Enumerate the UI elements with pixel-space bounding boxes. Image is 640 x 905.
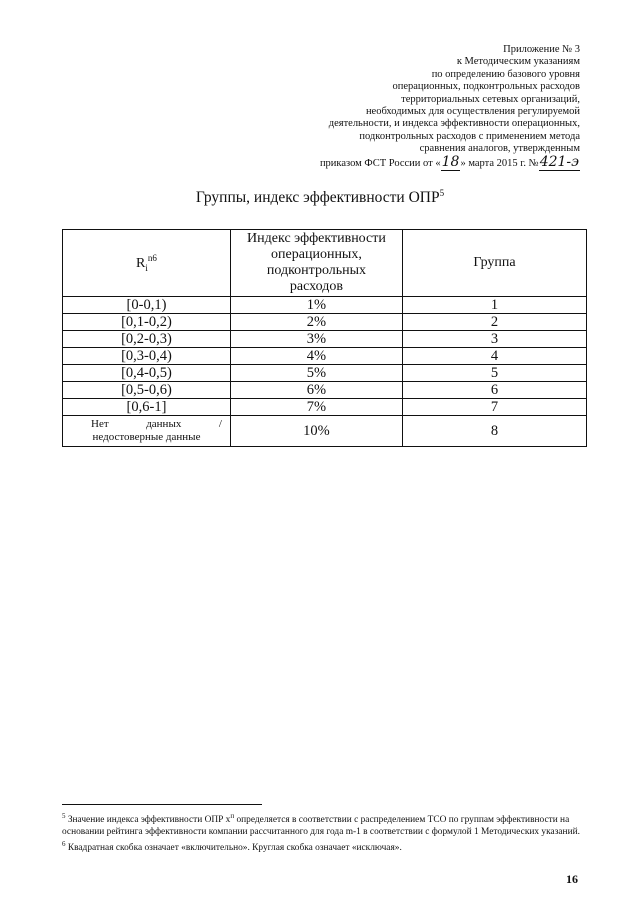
- range-cell: [0,1-0,2): [63, 314, 231, 331]
- page-title: [0, 188, 640, 207]
- table-row: [63, 399, 587, 416]
- footnotes: [62, 810, 587, 854]
- ratio-symbol: $R_i^{n6}$: [136, 253, 157, 273]
- index-cell: 1%: [230, 297, 402, 314]
- footnote-divider: [62, 804, 262, 805]
- group-cell: 8: [402, 416, 586, 447]
- index-cell: 5%: [230, 365, 402, 382]
- table-row: [63, 348, 587, 365]
- header-index-line: расходов: [289, 279, 343, 294]
- header-cell-index: [230, 230, 402, 297]
- page-number: 16: [566, 872, 578, 886]
- group-cell: 5: [402, 365, 586, 382]
- header-line: территориальных сетевых организаций,: [401, 93, 580, 105]
- header-index-line: операционных,: [271, 247, 362, 262]
- group-cell: 6: [402, 382, 586, 399]
- table-header-row: [63, 230, 587, 297]
- index-cell: 2%: [230, 314, 402, 331]
- title-text: Группы, индекс эффективности ОПР: [195, 189, 440, 207]
- no-data-word: Нет: [91, 418, 109, 430]
- footnote-6: $^6$ Квадратная скобка означает «включительно». Круглая скобка означает «исключая».: [62, 840, 402, 854]
- appendix-header: [240, 44, 580, 170]
- order-line: [240, 153, 580, 170]
- header-line: деятельности, и индекса эффективности операционных,: [328, 118, 580, 130]
- table-row: [63, 297, 587, 314]
- no-data-word: данных: [146, 418, 182, 430]
- index-cell: 6%: [230, 382, 402, 399]
- index-cell: 4%: [230, 348, 402, 365]
- header-index-line: Индекс эффективности: [247, 231, 386, 246]
- order-number: 421-э: [539, 153, 579, 170]
- range-cell: [0,6-1]: [63, 399, 231, 416]
- range-cell: [0,2-0,3): [63, 331, 231, 348]
- header-line: к Методическим указаниям: [456, 56, 580, 68]
- range-cell: [0,3-0,4): [63, 348, 231, 365]
- header-line: сравнения аналогов, утвержденным: [419, 143, 580, 155]
- index-cell: 3%: [230, 331, 402, 348]
- table-row: [63, 365, 587, 382]
- table-row-no-data: [63, 416, 587, 447]
- header-line: операционных, подконтрольных расходов: [392, 81, 580, 93]
- range-cell: [0-0,1): [63, 297, 231, 314]
- header-line: необходимых для осуществления регулируемой: [365, 106, 580, 118]
- order-day: 18: [441, 153, 460, 170]
- header-cell-ratio: [63, 230, 231, 297]
- no-data-line2: недостоверные данные: [92, 431, 201, 443]
- header-group-label: Группа: [473, 255, 516, 270]
- header-line: по определению базового уровня: [431, 68, 580, 80]
- range-cell: [0,4-0,5): [63, 365, 231, 382]
- index-cell: 7%: [230, 399, 402, 416]
- title-footnote-mark: 5: [439, 188, 445, 198]
- range-cell-no-data: [63, 416, 231, 447]
- group-cell: 4: [402, 348, 586, 365]
- group-cell: 2: [402, 314, 586, 331]
- range-cell: [0,5-0,6): [63, 382, 231, 399]
- footnote-5: $^5$ Значение индекса эффективности ОПР $x^п$ определяется в соответствии с распределением ТСО по группам эффективности на основании рейтинга эффективности компании рассчитанного для года m-1 в соответствии с формулой 1 Методических указаний.: [62, 812, 580, 838]
- group-cell: 1: [402, 297, 586, 314]
- table-row: [63, 382, 587, 399]
- no-data-slash: /: [218, 418, 222, 430]
- header-index-line: подконтрольных: [266, 263, 367, 278]
- header-cell-group: [402, 230, 586, 297]
- order-prefix: приказом ФСТ России от «: [319, 157, 441, 169]
- group-cell: 3: [402, 331, 586, 348]
- table-row: [63, 331, 587, 348]
- order-middle: » марта 2015 г. №: [460, 157, 539, 169]
- header-line: Приложение № 3: [503, 44, 580, 55]
- index-cell: 10%: [230, 416, 402, 447]
- efficiency-groups-table: [62, 229, 587, 447]
- header-line: подконтрольных расходов с применением метода: [359, 130, 580, 142]
- table-row: [63, 314, 587, 331]
- group-cell: 7: [402, 399, 586, 416]
